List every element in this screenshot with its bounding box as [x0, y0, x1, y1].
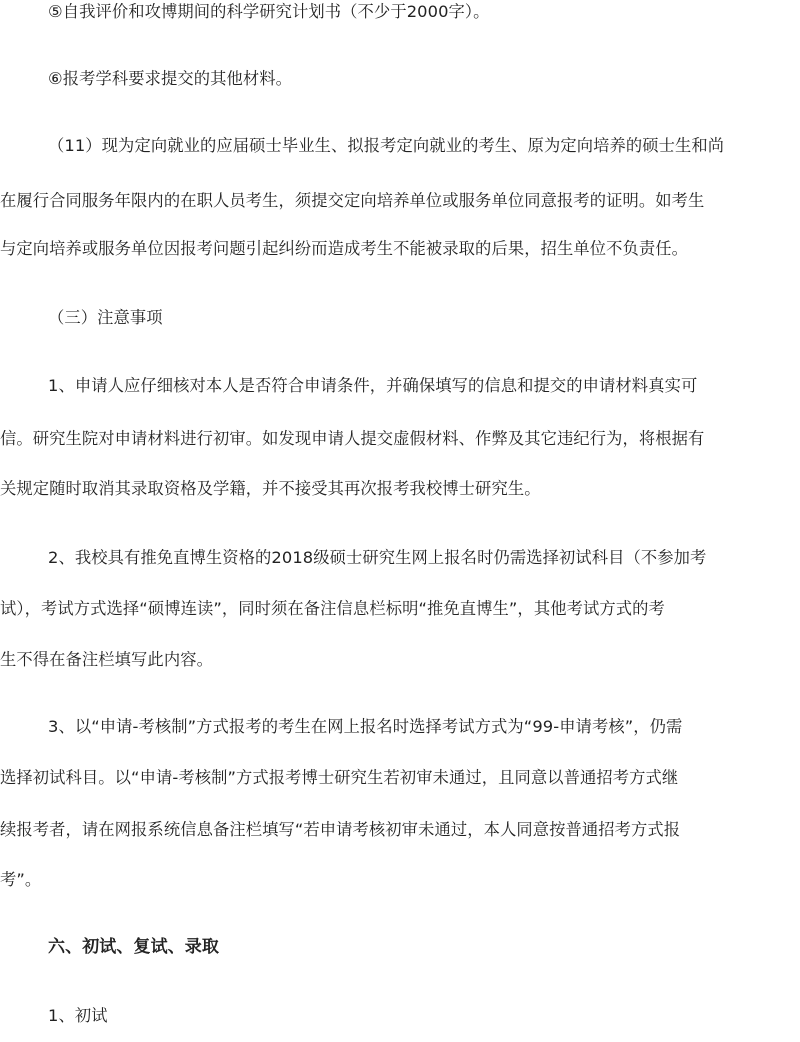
note-1-line-2: 信。研究生院对申请材料进行初审。如发现申请人提交虚假材料、作弊及其它违纪行为，将根据有 [0, 429, 705, 448]
list-item-5: ⑤自我评价和攻博期间的科学研究计划书（不少于2000字）。 [48, 2, 490, 21]
subsection-1-title: 1、初试 [48, 1006, 108, 1025]
paragraph-11-line-1: （11）现为定向就业的应届硕士毕业生、拟报考定向就业的考生、原为定向培养的硕士生和尚 [48, 136, 725, 155]
note-2-line-1: 2、我校具有推免直博生资格的2018级硕士研究生网上报名时仍需选择初试科目（不参加考 [48, 548, 707, 567]
section-6-title: 六、初试、复试、录取 [48, 937, 219, 957]
list-item-6: ⑥报考学科要求提交的其他材料。 [48, 69, 293, 88]
note-2-line-2: 试），考试方式选择“硕博连读”，同时须在备注信息栏标明“推免直博生”，其他考试方式的考 [0, 599, 665, 618]
paragraph-11-line-2: 在履行合同服务年限内的在职人员考生，须提交定向培养单位或服务单位同意报考的证明。如考生 [0, 191, 705, 210]
note-3-line-1: 3、以“申请-考核制”方式报考的考生在网上报名时选择考试方式为“99-申请考核”，仍需 [48, 717, 683, 736]
paragraph-11-line-3: 与定向培养或服务单位因报考问题引起纠纷而造成考生不能被录取的后果，招生单位不负责任。 [0, 239, 689, 258]
section-3-title: （三）注意事项 [48, 308, 163, 327]
note-2-line-3: 生不得在备注栏填写此内容。 [0, 650, 213, 669]
note-3-line-3: 续报考者，请在网报系统信息备注栏填写“若申请考核初审未通过，本人同意按普通招考方式报 [0, 820, 681, 839]
note-1-line-1: 1、申请人应仔细核对本人是否符合申请条件，并确保填写的信息和提交的申请材料真实可 [48, 376, 698, 395]
note-3-line-4: 考”。 [0, 870, 42, 889]
note-3-line-2: 选择初试科目。以“申请-考核制”方式报考博士研究生若初审未通过，且同意以普通招考方式继 [0, 768, 679, 787]
note-1-line-3: 关规定随时取消其录取资格及学籍，并不接受其再次报考我校博士研究生。 [0, 479, 541, 498]
